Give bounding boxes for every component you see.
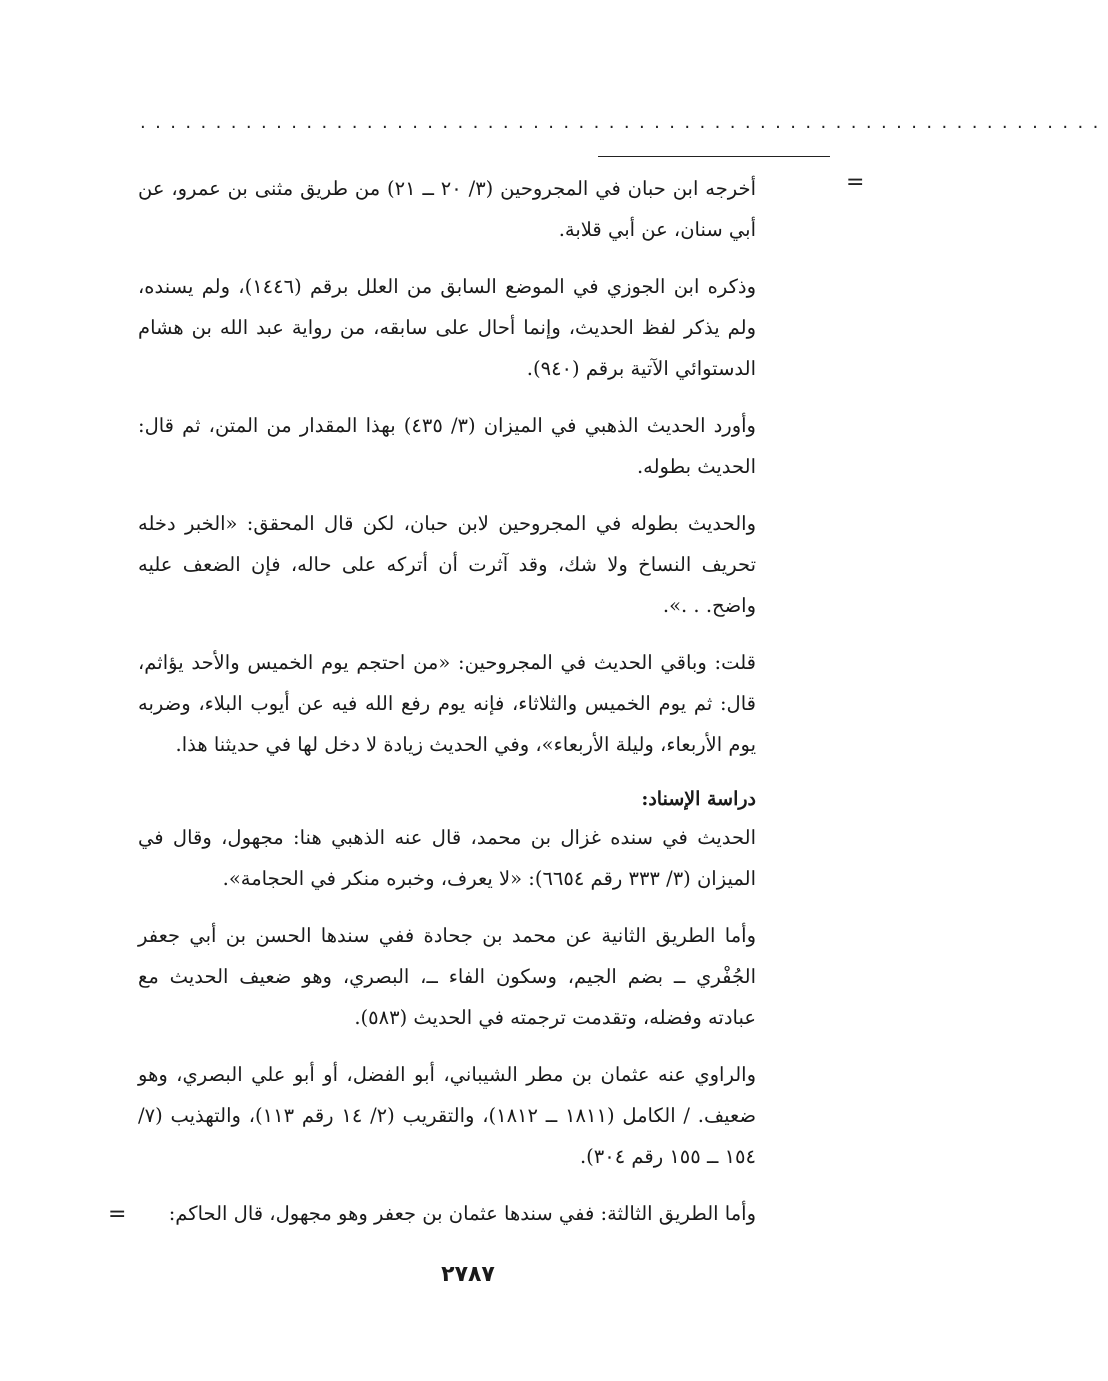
continuation-mark-bottom: = bbox=[108, 1202, 127, 1227]
section-heading-isnad: دراسة الإسناد: bbox=[641, 788, 756, 810]
paragraph-second-route: وأما الطريق الثانية عن محمد بن جحادة ففي سندها الحسن بن أبي جعفر الجُفْري ــ بضم الجيم، وسكون الفاء ــ، البصري، وهو ضعيف الحديث مع عبادته وفضله، وتقدمت ترجمته في الحديث (٥٨٣). bbox=[138, 924, 756, 1029]
paragraph-uthman-bin-matar: والراوي عنه عثمان بن مطر الشيباني، أبو الفضل، أو أبو علي البصري، وهو ضعيف. / الكامل (١٨١١ ــ ١٨١٢)، والتقريب (٢/ ١٤ رقم ١١٣)، والتهذيب (٧/ ١٥٤ ــ ١٥٥ رقم ٣٠٤). bbox=[138, 1063, 756, 1168]
header-dotted-separator: ................................................................ bbox=[140, 112, 1108, 133]
paragraph-muhaqqiq-comment: والحديث بطوله في المجروحين لابن حبان، لكن قال المحقق: «الخبر دخله تحريف النساخ ولا شك، وقد آثرت أن أتركه على حاله، فإن الضعف عليه واضح. . .». bbox=[138, 512, 756, 617]
paragraph-third-route: وأما الطريق الثالثة: ففي سندها عثمان بن جعفر وهو مجهول، قال الحاكم: bbox=[168, 1202, 756, 1225]
footnote-body bbox=[138, 168, 756, 1250]
paragraph-dhahabi-mizan: وأورد الحديث الذهبي في الميزان (٣/ ٤٣٥) بهذا المقدار من المتن، ثم قال: الحديث بطوله. bbox=[138, 414, 756, 478]
footnote-rule bbox=[598, 156, 830, 157]
paragraph-rest-of-hadith: قلت: وباقي الحديث في المجروحين: «من احتجم يوم الخميس والأحد يؤاثم، قال: ثم يوم الخميس والثلاثاء، فإنه يوم رفع الله فيه عن أيوب البلاء، وضربه يوم الأربعاء، وليلة الأربعاء»، وفي الحديث زيادة لا دخل لها في حديثنا هذا. bbox=[138, 651, 756, 756]
continuation-mark-top: = bbox=[846, 170, 865, 195]
paragraph-ghazal-bin-muhammad: الحديث في سنده غزال بن محمد، قال عنه الذهبي هنا: مجهول، وقال في الميزان (٣/ ٣٣٣ رقم ٦٦٥٤): «لا يعرف، وخبره منكر في الحجامة». bbox=[138, 826, 756, 890]
page-number: ٢٧٨٧ bbox=[441, 1262, 495, 1287]
paragraph-ibn-al-jawzi: وذكره ابن الجوزي في الموضع السابق من العلل برقم (١٤٤٦)، ولم يسنده، ولم يذكر لفظ الحديث، وإنما أحال على سابقه، من رواية عبد الله بن هشام الدستوائي الآتية برقم (٩٤٠). bbox=[138, 275, 757, 380]
paragraph-takhrij-ibn-hibban: أخرجه ابن حبان في المجروحين (٣/ ٢٠ ــ ٢١) من طريق مثنى بن عمرو، عن أبي سنان، عن أبي قلابة. bbox=[138, 177, 756, 241]
